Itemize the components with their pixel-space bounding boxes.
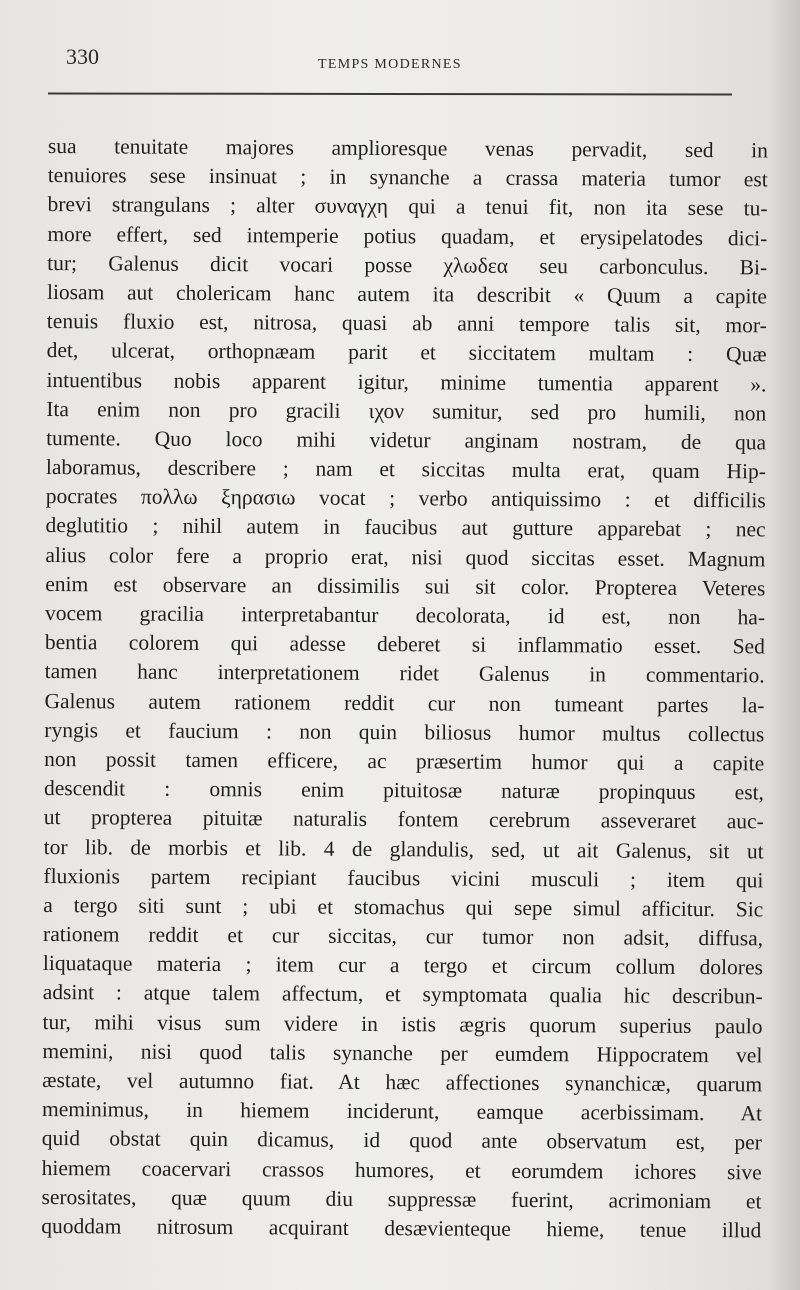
text-line: ut propterea pituitæ naturalis fontem cerebrum asseveraret auc- xyxy=(43,805,764,834)
text-line: pocrates πολλω ξηρασιω vocat ; verbo antiquissimo : et difficilis xyxy=(45,484,766,513)
text-line: more effert, sed intemperie potius quadam, et erysipelatodes dici- xyxy=(47,221,768,250)
header-rule xyxy=(48,93,732,96)
running-head: TEMPS MODERNES xyxy=(318,57,462,72)
page-edge-shadow xyxy=(770,0,800,1290)
text-line: alius color fere a proprio erat, nisi quod siccitas esset. Magnum xyxy=(45,542,766,572)
text-line: a tergo siti sunt ; ubi et stomachus qui sepe simul afficitur. Sic xyxy=(43,892,764,922)
text-line: descendit : omnis enim pituitosæ naturæ propinquus est, xyxy=(43,776,765,805)
text-line: non possit tamen efficere, ac præsertim humor qui a capite xyxy=(44,746,765,776)
text-line: intuentibus nobis apparent igitur, minime tumentia apparent ». xyxy=(46,367,767,396)
text-line: laboramus, describere ; nam et siccitas multa erat, quam Hip- xyxy=(45,455,767,484)
text-line: tur; Galenus dicit vocari posse χλωδεα seu carbonculus. Bi- xyxy=(47,250,768,280)
text-line: rationem reddit et cur siccitas, cur tumor non adsit, diffusa, xyxy=(43,922,764,951)
text-line: sua tenuitate majores amplioresque venas pervadit, sed in xyxy=(47,133,768,163)
text-line: hiemem coacervari crassos humores, et eorumdem ichores sive xyxy=(41,1155,762,1184)
text-line: tumente. Quo loco mihi videtur anginam nostram, de qua xyxy=(46,425,767,455)
text-line: tor lib. de morbis et lib. 4 de glandulis, sed, ut ait Galenus, sit ut xyxy=(43,834,764,863)
text-line: det, ulcerat, orthopnæam parit et siccitatem multam : Quæ xyxy=(46,338,767,367)
text-line: ryngis et faucium : non quin biliosus humor multus collectus xyxy=(44,717,765,747)
body-text xyxy=(41,132,768,1246)
text-line: Galenus autem rationem reddit cur non tumeant partes la- xyxy=(44,688,765,717)
text-line: adsint : atque talem affectum, et symptomata qualia hic describun- xyxy=(42,980,763,1009)
text-line: liosam aut cholericam hanc autem ita describit « Quum a capite xyxy=(46,279,768,309)
text-line: bentia colorem qui adesse deberet si inflammatio esset. Sed xyxy=(44,630,765,659)
page-number: 330 xyxy=(66,44,99,69)
text-line: Ita enim non pro gracili ιχον sumitur, sed pro humili, non xyxy=(46,396,767,426)
text-line: tenuis fluxio est, nitrosa, quasi ab anni tempore talis sit, mor- xyxy=(46,309,767,338)
text-line: serositates, quæ quum diu suppressæ fuerint, acrimoniam et xyxy=(41,1184,762,1214)
text-line: brevi strangulans ; alter συναγχη qui a tenui fit, non ita sese tu- xyxy=(47,192,768,221)
text-line: quid obstat quin dicamus, id quod ante observatum est, per xyxy=(41,1126,762,1155)
text-line: liquataque materia ; item cur a tergo et circum collum dolores xyxy=(42,951,763,980)
text-line: deglutitio ; nihil autem in faucibus aut gutture apparebat ; nec xyxy=(45,513,766,542)
text-line: fluxionis partem recipiant faucibus vicini musculi ; item qui xyxy=(43,863,764,893)
text-line: æstate, vel autumno fiat. At hæc affectiones synanchicæ, quarum xyxy=(42,1067,763,1097)
text-line: vocem gracilia interpretabantur decolorata, id est, non ha- xyxy=(44,600,766,630)
text-line: quoddam nitrosum acquirant desævienteque hieme, tenue illud xyxy=(41,1213,762,1243)
text-line: tamen hanc interpretationem ridet Galenus in commentario. xyxy=(44,659,765,688)
text-line: memini, nisi quod talis synanche per eumdem Hippocratem vel xyxy=(42,1038,763,1068)
text-line: tur, mihi visus sum videre in istis ægris quorum superius paulo xyxy=(42,1009,763,1039)
text-line: enim est observare an dissimilis sui sit color. Propterea Veteres xyxy=(45,571,766,601)
text-line: meminimus, in hiemem inciderunt, eamque acerbissimam. At xyxy=(41,1097,763,1126)
text-line: tenuiores sese insinuat ; in synanche a crassa materia tumor est xyxy=(47,163,768,192)
